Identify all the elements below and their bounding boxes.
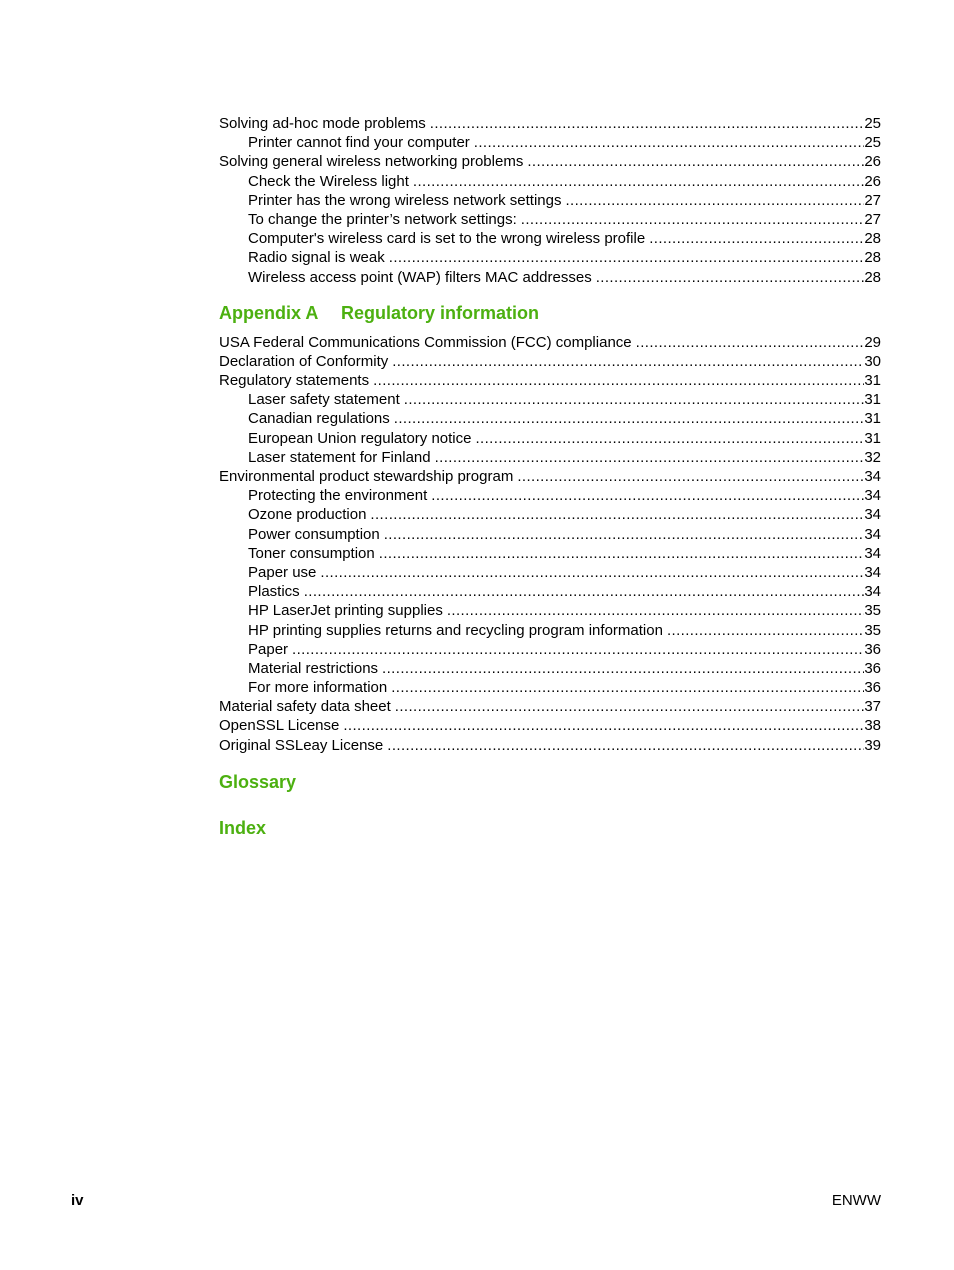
toc-dot-leader <box>373 371 864 390</box>
toc-entry-title: Paper <box>248 640 289 658</box>
toc-dot-leader <box>343 716 864 735</box>
toc-entry-page: 32 <box>864 448 881 466</box>
toc-dot-leader <box>517 467 864 486</box>
toc-entry[interactable] <box>219 409 881 428</box>
toc-entry-page: 29 <box>864 333 881 351</box>
toc-dot-leader <box>391 678 864 697</box>
toc-entry-page: 34 <box>864 487 881 505</box>
toc-entry-title: Power consumption <box>248 525 380 543</box>
toc-entry[interactable] <box>219 582 881 601</box>
toc-dot-leader <box>413 172 864 191</box>
toc-entry[interactable] <box>219 467 881 486</box>
toc-dot-leader <box>596 268 865 287</box>
toc-entry-title: Canadian regulations <box>248 410 390 428</box>
toc-dot-leader <box>649 229 864 248</box>
toc-entry-title: Environmental product stewardship program <box>219 468 514 485</box>
toc-entry-title: Regulatory statements <box>219 372 370 390</box>
index-heading[interactable]: Index <box>219 817 267 838</box>
toc-entry-title: European Union regulatory notice <box>248 429 472 447</box>
toc-entry-title: Laser statement for Finland <box>248 448 431 466</box>
toc-dot-leader <box>565 191 864 210</box>
toc-entry[interactable] <box>219 486 881 505</box>
toc-entry-page: 26 <box>864 153 881 171</box>
toc-entry-title: For more information <box>248 679 388 697</box>
toc-entry-page: 31 <box>864 372 881 390</box>
toc-entry-page: 34 <box>864 468 881 485</box>
toc-dot-leader <box>379 544 865 563</box>
toc-dot-leader <box>392 352 864 371</box>
toc-entry-page: 25 <box>864 134 881 152</box>
toc-dot-leader <box>521 210 865 229</box>
toc-entry[interactable] <box>219 716 881 735</box>
toc-entry[interactable] <box>219 505 881 524</box>
toc-entry-title: HP LaserJet printing supplies <box>248 602 443 620</box>
toc-entry-title: OpenSSL License <box>219 717 340 735</box>
toc-entry-page: 31 <box>864 391 881 409</box>
toc-entry-page: 34 <box>864 525 881 543</box>
toc-dot-leader <box>447 601 864 620</box>
toc-entry-title: Computer's wireless card is set to the wrong wireless profile <box>248 230 646 248</box>
toc-entry-title: USA Federal Communications Commission (FCC) compliance <box>219 333 632 351</box>
toc-dot-leader <box>636 333 865 352</box>
toc-entry[interactable] <box>219 525 881 544</box>
toc-entry-page: 36 <box>864 659 881 677</box>
toc-entry-page: 28 <box>864 249 881 267</box>
toc-entry-title: Protecting the environment <box>248 487 428 505</box>
toc-entry[interactable] <box>219 448 881 467</box>
footer-page-number: iv <box>71 1192 84 1209</box>
toc-entry[interactable] <box>219 678 881 697</box>
toc-entry-title: Printer cannot find your computer <box>248 134 470 152</box>
toc-entry[interactable] <box>219 601 881 620</box>
toc-entry-title: Material restrictions <box>248 659 379 677</box>
toc-entry-title: To change the printer’s network settings: <box>248 210 517 228</box>
toc-entry-page: 27 <box>864 210 881 228</box>
toc-entry-page: 34 <box>864 583 881 601</box>
toc-entry[interactable] <box>219 268 881 287</box>
table-of-contents <box>219 114 881 839</box>
toc-entry[interactable] <box>219 229 881 248</box>
toc-entry-page: 36 <box>864 640 881 658</box>
toc-dot-leader <box>320 563 864 582</box>
toc-entry-title: Original SSLeay License <box>219 736 384 754</box>
toc-entry-title: Plastics <box>248 583 300 601</box>
toc-entry[interactable] <box>219 621 881 640</box>
toc-dot-leader <box>474 133 865 152</box>
toc-entry-title: Wireless access point (WAP) filters MAC addresses <box>248 268 592 286</box>
toc-dot-leader <box>404 390 865 409</box>
toc-entry-page: 34 <box>864 506 881 524</box>
toc-entry-title: Toner consumption <box>248 544 375 562</box>
toc-dot-leader <box>304 582 865 601</box>
toc-entry-page: 26 <box>864 172 881 190</box>
appendix-a-label: Appendix A <box>219 302 319 323</box>
toc-entry-page: 34 <box>864 544 881 562</box>
toc-entry-title: Paper use <box>248 563 317 581</box>
toc-entry-title: Printer has the wrong wireless network settings <box>248 191 562 209</box>
toc-entry[interactable] <box>219 114 881 133</box>
toc-dot-leader <box>370 505 864 524</box>
toc-entry[interactable] <box>219 248 881 267</box>
footer-doc-code: ENWW <box>831 1192 881 1209</box>
toc-entry-title: Check the Wireless light <box>248 172 409 190</box>
toc-entry[interactable] <box>219 563 881 582</box>
toc-entry-page: 31 <box>864 429 881 447</box>
toc-dot-leader <box>667 621 864 640</box>
toc-dot-leader <box>435 448 865 467</box>
toc-entry-page: 34 <box>864 563 881 581</box>
toc-entry-page: 35 <box>864 602 881 620</box>
toc-dot-leader <box>395 697 865 716</box>
toc-entry-page: 30 <box>864 352 881 370</box>
toc-entry-page: 31 <box>864 410 881 428</box>
glossary-heading[interactable]: Glossary <box>219 771 297 792</box>
toc-entry-page: 37 <box>864 698 881 716</box>
toc-entry-page: 35 <box>864 621 881 639</box>
toc-dot-leader <box>389 248 865 267</box>
toc-entry[interactable] <box>219 697 881 716</box>
toc-entry-title: Solving general wireless networking problems <box>219 153 524 171</box>
toc-dot-leader <box>430 114 865 133</box>
toc-entry-page: 39 <box>864 736 881 754</box>
toc-entry-page: 38 <box>864 717 881 735</box>
toc-block-wireless <box>219 114 881 287</box>
toc-block-regulatory <box>219 333 881 755</box>
toc-entry-page: 28 <box>864 230 881 248</box>
toc-dot-leader <box>394 409 865 428</box>
toc-entry-page: 28 <box>864 268 881 286</box>
toc-entry[interactable] <box>219 210 881 229</box>
toc-entry[interactable] <box>219 352 881 371</box>
toc-entry[interactable] <box>219 371 881 390</box>
toc-entry-page: 27 <box>864 191 881 209</box>
toc-entry[interactable] <box>219 172 881 191</box>
toc-entry[interactable] <box>219 191 881 210</box>
toc-dot-leader <box>384 525 865 544</box>
toc-entry-title: Radio signal is weak <box>248 249 385 267</box>
toc-entry-title: Laser safety statement <box>248 391 400 409</box>
toc-entry-title: HP printing supplies returns and recycling program information <box>248 621 663 639</box>
toc-dot-leader <box>387 736 864 755</box>
appendix-a-heading[interactable] <box>219 302 881 324</box>
toc-dot-leader <box>475 429 864 448</box>
toc-entry[interactable] <box>219 429 881 448</box>
toc-entry[interactable] <box>219 659 881 678</box>
toc-entry[interactable] <box>219 333 881 352</box>
toc-entry-page: 25 <box>864 115 881 132</box>
toc-entry[interactable] <box>219 544 881 563</box>
toc-entry-title: Material safety data sheet <box>219 698 391 716</box>
toc-dot-leader <box>527 152 864 171</box>
toc-entry-page: 36 <box>864 679 881 697</box>
toc-entry[interactable] <box>219 640 881 659</box>
toc-dot-leader <box>382 659 864 678</box>
toc-entry-title: Solving ad-hoc mode problems <box>219 115 426 132</box>
toc-entry[interactable] <box>219 133 881 152</box>
appendix-a-title: Regulatory information <box>341 302 540 323</box>
toc-dot-leader <box>431 486 864 505</box>
toc-entry[interactable] <box>219 390 881 409</box>
toc-entry-title: Ozone production <box>248 506 367 524</box>
toc-entry[interactable] <box>219 152 881 171</box>
toc-entry-title: Declaration of Conformity <box>219 352 389 370</box>
toc-dot-leader <box>292 640 864 659</box>
toc-entry[interactable] <box>219 736 881 755</box>
